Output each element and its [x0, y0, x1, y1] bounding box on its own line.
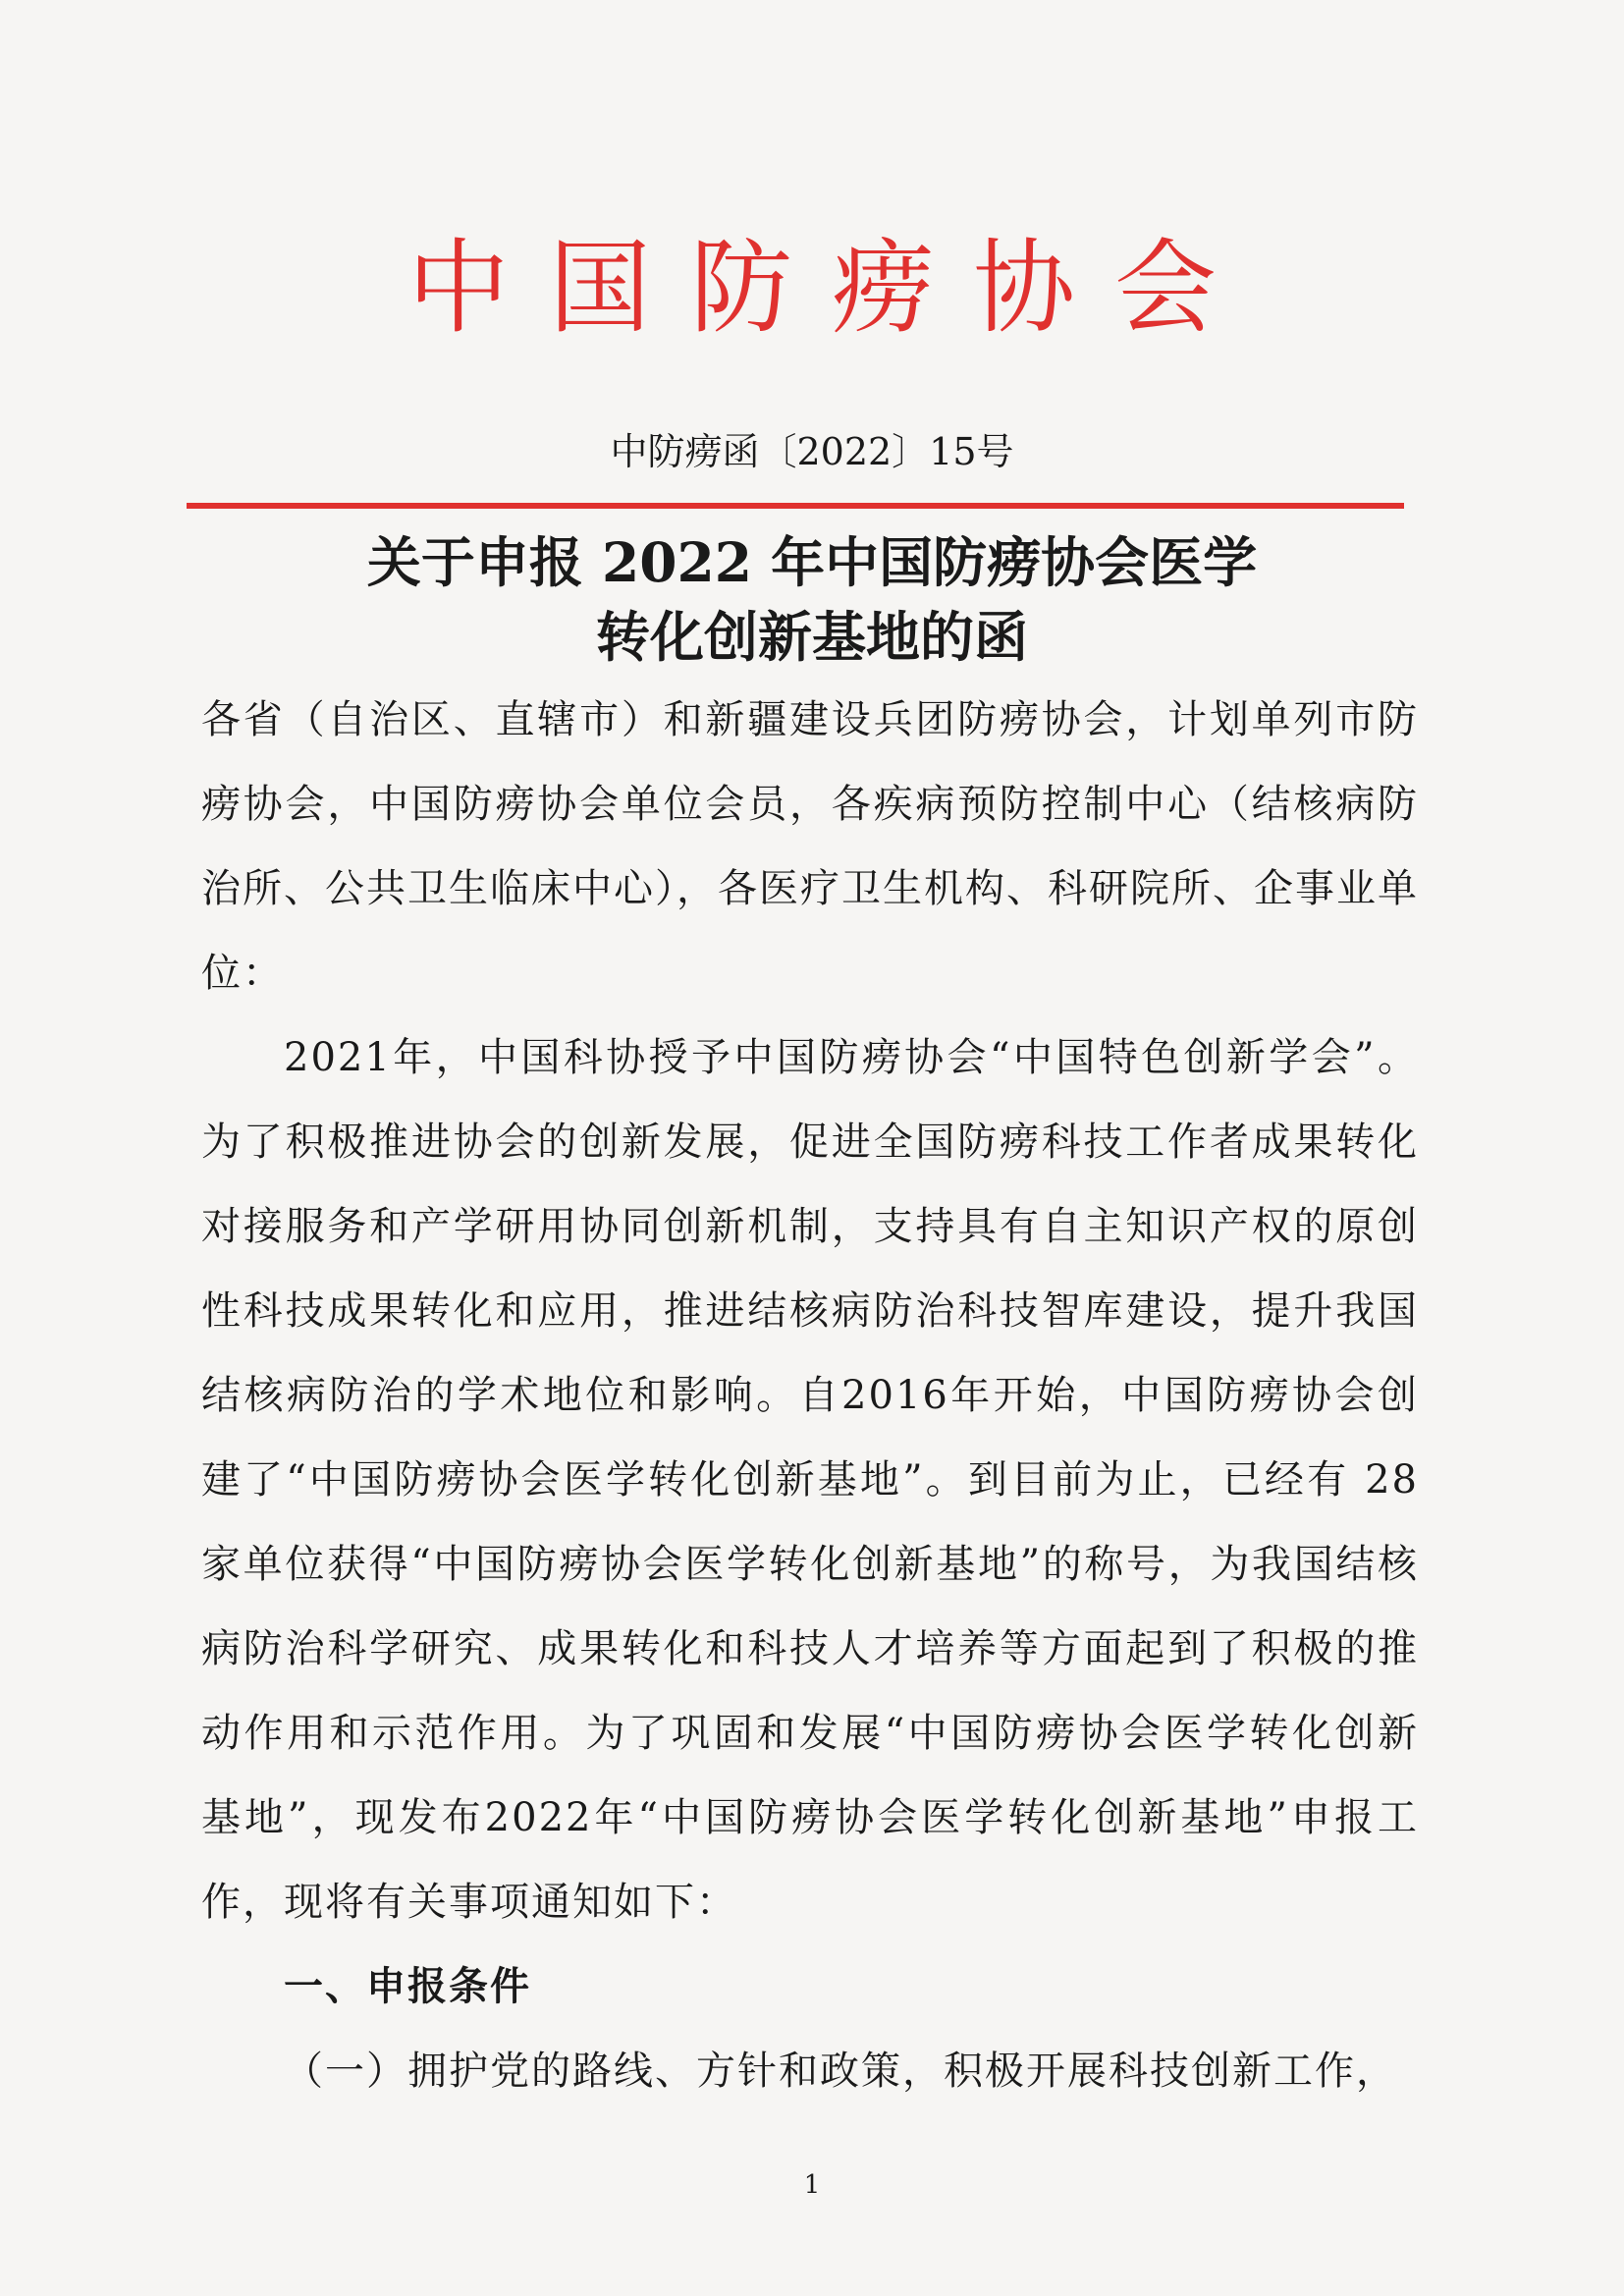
- title-line-1: 关于申报 2022 年中国防痨协会医学: [366, 530, 1258, 594]
- document-body: [201, 678, 1419, 2113]
- document-title: [0, 525, 1624, 675]
- paragraph: 2021年，中国科协授予中国防痨协会“中国特色创新学会”。为了积极推进协会的创新发展，促进全国防痨科技工作者成果转化对接服务和产学研用协同创新机制，支持具有自主知识产权的原创性科技成果转化和应用，推进结核病防治科技智库建设，提升我国结核病防治的学术地位和影响。自2016年开始，中国防痨协会创建了“中国防痨协会医学转化创新基地”。到目前为止，已经有 28 家单位获得“中国防痨协会医学转化创新基地”的称号，为我国结核病防治科学研究、成果转化和科技人才培养等方面起到了积极的推动作用和示范作用。为了巩固和发展“中国防痨协会医学转化创新基地”，现发布2022年“中国防痨协会医学转化创新基地”申报工作，现将有关事项通知如下：: [201, 1035, 1419, 1925]
- page-number: 1: [803, 2170, 821, 2200]
- salutation: 各省（自治区、直辖市）和新疆建设兵团防痨协会，计划单列市防痨协会，中国防痨协会单位会员，各疾病预防控制中心（结核病防治所、公共卫生临床中心），各医疗卫生机构、科研院所、企事业单位：: [201, 697, 1419, 996]
- org-masthead: 中国防痨协会: [406, 228, 1256, 348]
- title-line-2: 转化创新基地的函: [595, 605, 1028, 669]
- red-divider: [187, 503, 1404, 509]
- document-number: 中防痨函〔2022〕15号: [610, 430, 1014, 473]
- section-heading: 一、申报条件: [284, 1964, 531, 2009]
- list-item: （一）拥护党的路线、方针和政策，积极开展科技创新工作，: [284, 2049, 1397, 2094]
